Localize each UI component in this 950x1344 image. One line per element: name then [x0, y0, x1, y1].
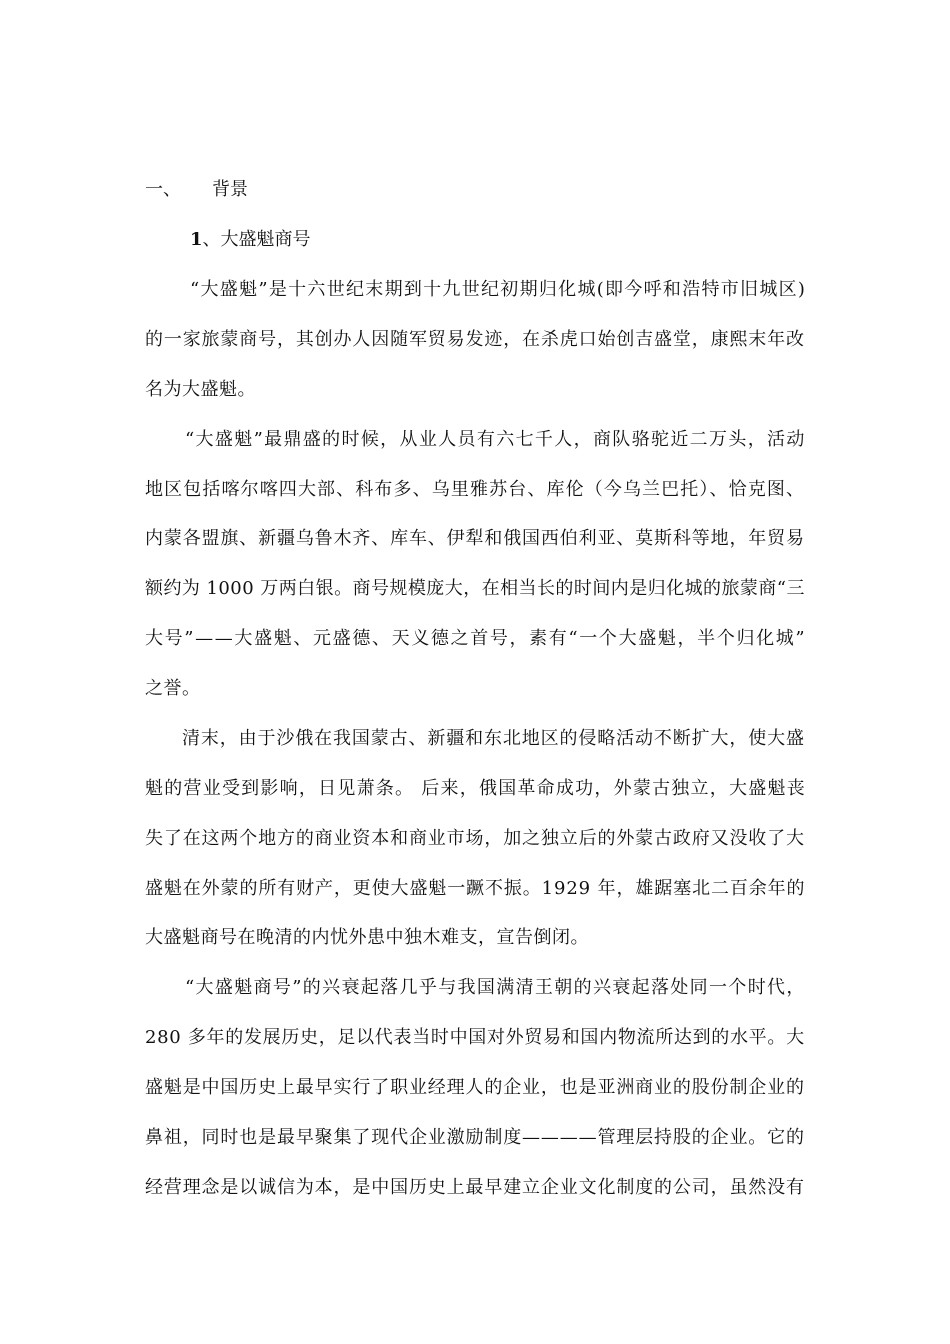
subsection-number: 1 [190, 229, 203, 250]
paragraph-1-line-2: 的一家旅蒙商号，其创办人因随军贸易发迹，在杀虎口始创吉盛堂，康熙末年改 [145, 329, 805, 350]
paragraph-2-line-2: 地区包括喀尔喀四大部、科布多、乌里雅苏台、库伦（今乌兰巴托）、恰克图、 [145, 479, 806, 500]
paragraph-3-line-3: 失了在这两个地方的商业资本和商业市场，加之独立后的外蒙古政府又没收了大 [145, 828, 805, 849]
paragraph-3-line-4: 盛魁在外蒙的所有财产，更使大盛魁一蹶不振。1929 年，雄踞塞北二百余年的 [145, 878, 806, 899]
paragraph-2-line-1: “大盛魁”最鼎盛的时候，从业人员有六七千人，商队骆驼近二万头，活动 [185, 429, 806, 450]
paragraph-3-line-2: 魁的营业受到影响，日见萧条。 后来，俄国革命成功，外蒙古独立，大盛魁丧 [145, 778, 806, 799]
paragraph-4-line-1: “大盛魁商号”的兴衰起落几乎与我国满清王朝的兴衰起落处同一个时代， [185, 977, 806, 998]
paragraph-2-line-3: 内蒙各盟旗、新疆乌鲁木齐、库车、伊犁和俄国西伯利亚、莫斯科等地，年贸易 [145, 528, 805, 549]
paragraph-3-line-1: 清末，由于沙俄在我国蒙古、新疆和东北地区的侵略活动不断扩大，使大盛 [182, 728, 805, 749]
paragraph-4-line-2: 280 多年的发展历史，足以代表当时中国对外贸易和国内物流所达到的水平。大 [145, 1027, 805, 1048]
paragraph-1-line-3: 名为大盛魁。 [145, 379, 256, 400]
paragraph-4-line-3: 盛魁是中国历史上最早实行了职业经理人的企业，也是亚洲商业的股份制企业的 [145, 1077, 805, 1098]
paragraph-2-line-6: 之誉。 [145, 678, 201, 699]
paragraph-2-line-4: 额约为 1000 万两白银。商号规模庞大，在相当长的时间内是归化城的旅蒙商“三 [145, 578, 805, 599]
paragraph-2-line-5: 大号”——大盛魁、元盛德、天义德之首号，素有“一个大盛魁，半个归化城” [145, 628, 807, 649]
paragraph-3-line-5: 大盛魁商号在晚清的内忧外患中独木难支，宣告倒闭。 [145, 927, 589, 948]
subsection-title: 、大盛魁商号 [202, 229, 311, 250]
paragraph-4-line-5: 经营理念是以诚信为本，是中国历史上最早建立企业文化制度的公司，虽然没有 [145, 1177, 805, 1198]
section-number: 一、 [145, 179, 181, 200]
paragraph-4-line-4: 鼻祖，同时也是最早聚集了现代企业激励制度————管理层持股的企业。它的 [145, 1127, 805, 1148]
subsection-heading [190, 228, 311, 252]
paragraph-1-line-1: “大盛魁”是十六世纪末期到十九世纪初期归化城(即今呼和浩特市旧城区) [190, 279, 807, 300]
section-title: 背景 [212, 179, 248, 200]
